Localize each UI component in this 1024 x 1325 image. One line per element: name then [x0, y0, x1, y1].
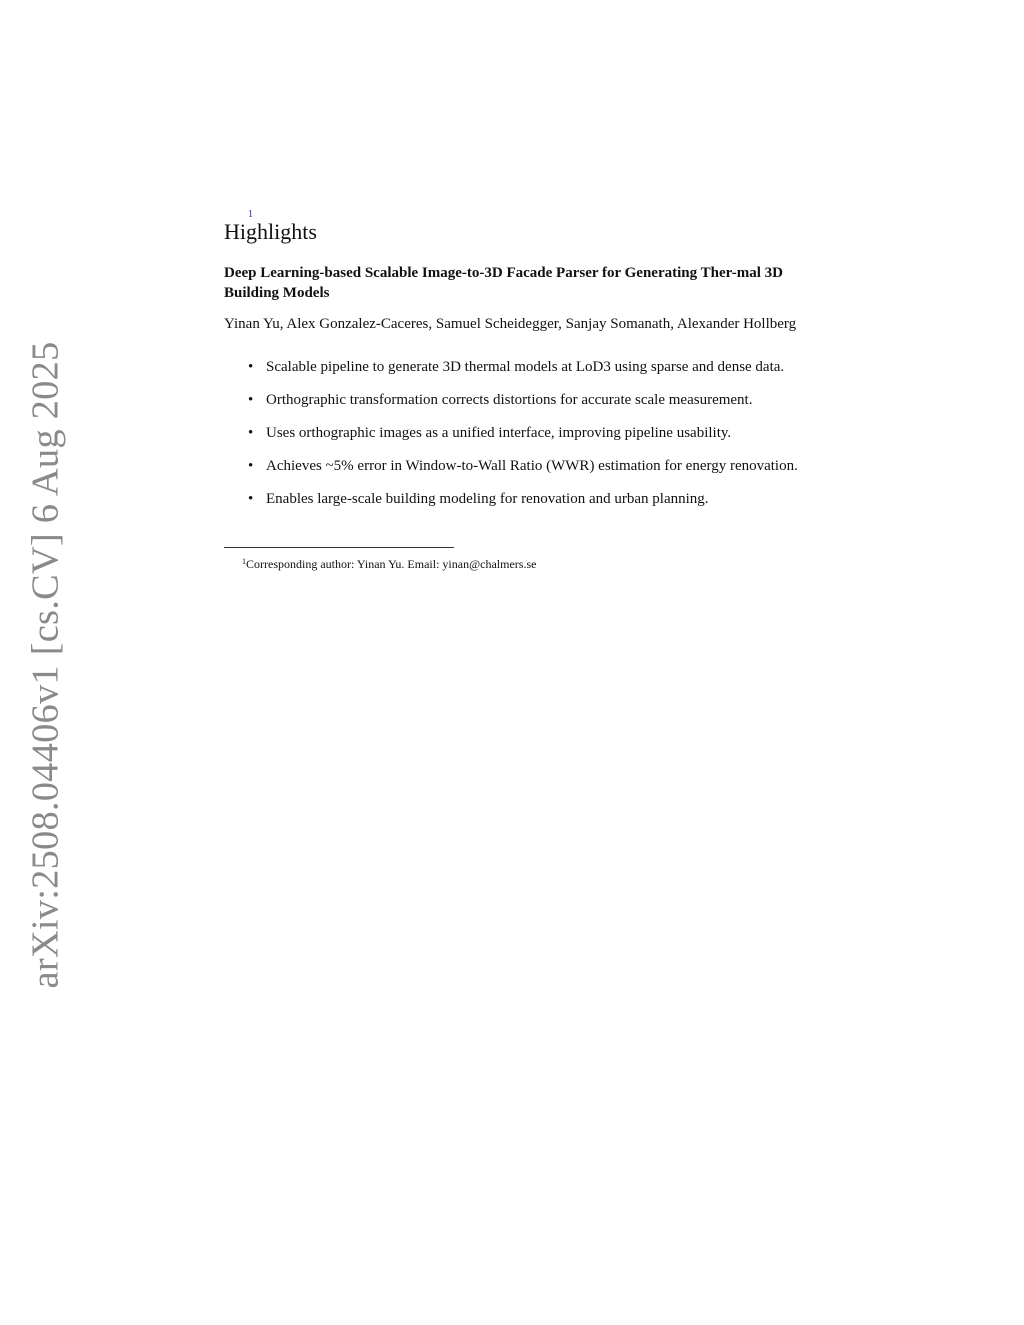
- highlight-item: [224, 423, 800, 443]
- paper-title: Deep Learning-based Scalable Image-to-3D Facade Parser for Generating Ther-mal 3D Building Models: [224, 265, 783, 301]
- highlight-text: Enables large-scale building modeling for renovation and urban planning.: [266, 491, 709, 507]
- footnote-divider: [224, 547, 454, 548]
- footnote-text: Corresponding author: Yinan Yu. Email: yinan@chalmers.se: [246, 557, 537, 571]
- bullet-icon: •: [248, 491, 254, 507]
- footnote-marker: 1: [242, 557, 246, 566]
- highlight-text: Orthographic transformation corrects distortions for accurate scale measurement.: [266, 392, 753, 408]
- bullet-icon: •: [248, 425, 254, 441]
- footnote: [224, 554, 800, 572]
- highlight-text: Achieves ~5% error in Window-to-Wall Ratio (WWR) estimation for energy renovation.: [266, 458, 798, 474]
- page-heading: Highlights: [224, 219, 317, 244]
- highlight-text: Uses orthographic images as a unified interface, improving pipeline usability.: [266, 425, 732, 441]
- bullet-icon: •: [248, 392, 254, 408]
- highlight-item: [224, 357, 800, 377]
- highlight-item: [224, 390, 800, 410]
- arxiv-identifier-sidebar: [10, 341, 80, 989]
- arxiv-identifier-text: arXiv:2508.04406v1 [cs.CV] 6 Aug 2025: [24, 341, 67, 989]
- line-number: 1: [248, 209, 253, 220]
- bullet-icon: •: [248, 359, 254, 375]
- bullet-icon: •: [248, 458, 254, 474]
- highlight-item: [224, 489, 800, 509]
- highlight-text: Scalable pipeline to generate 3D thermal models at LoD3 using sparse and dense data.: [266, 359, 785, 375]
- highlights-page: [224, 205, 800, 572]
- highlights-list: [224, 357, 800, 509]
- highlight-item: [224, 456, 800, 476]
- author-list: Yinan Yu, Alex Gonzalez-Caceres, Samuel Scheidegger, Sanjay Somanath, Alexander Hollberg: [224, 316, 797, 332]
